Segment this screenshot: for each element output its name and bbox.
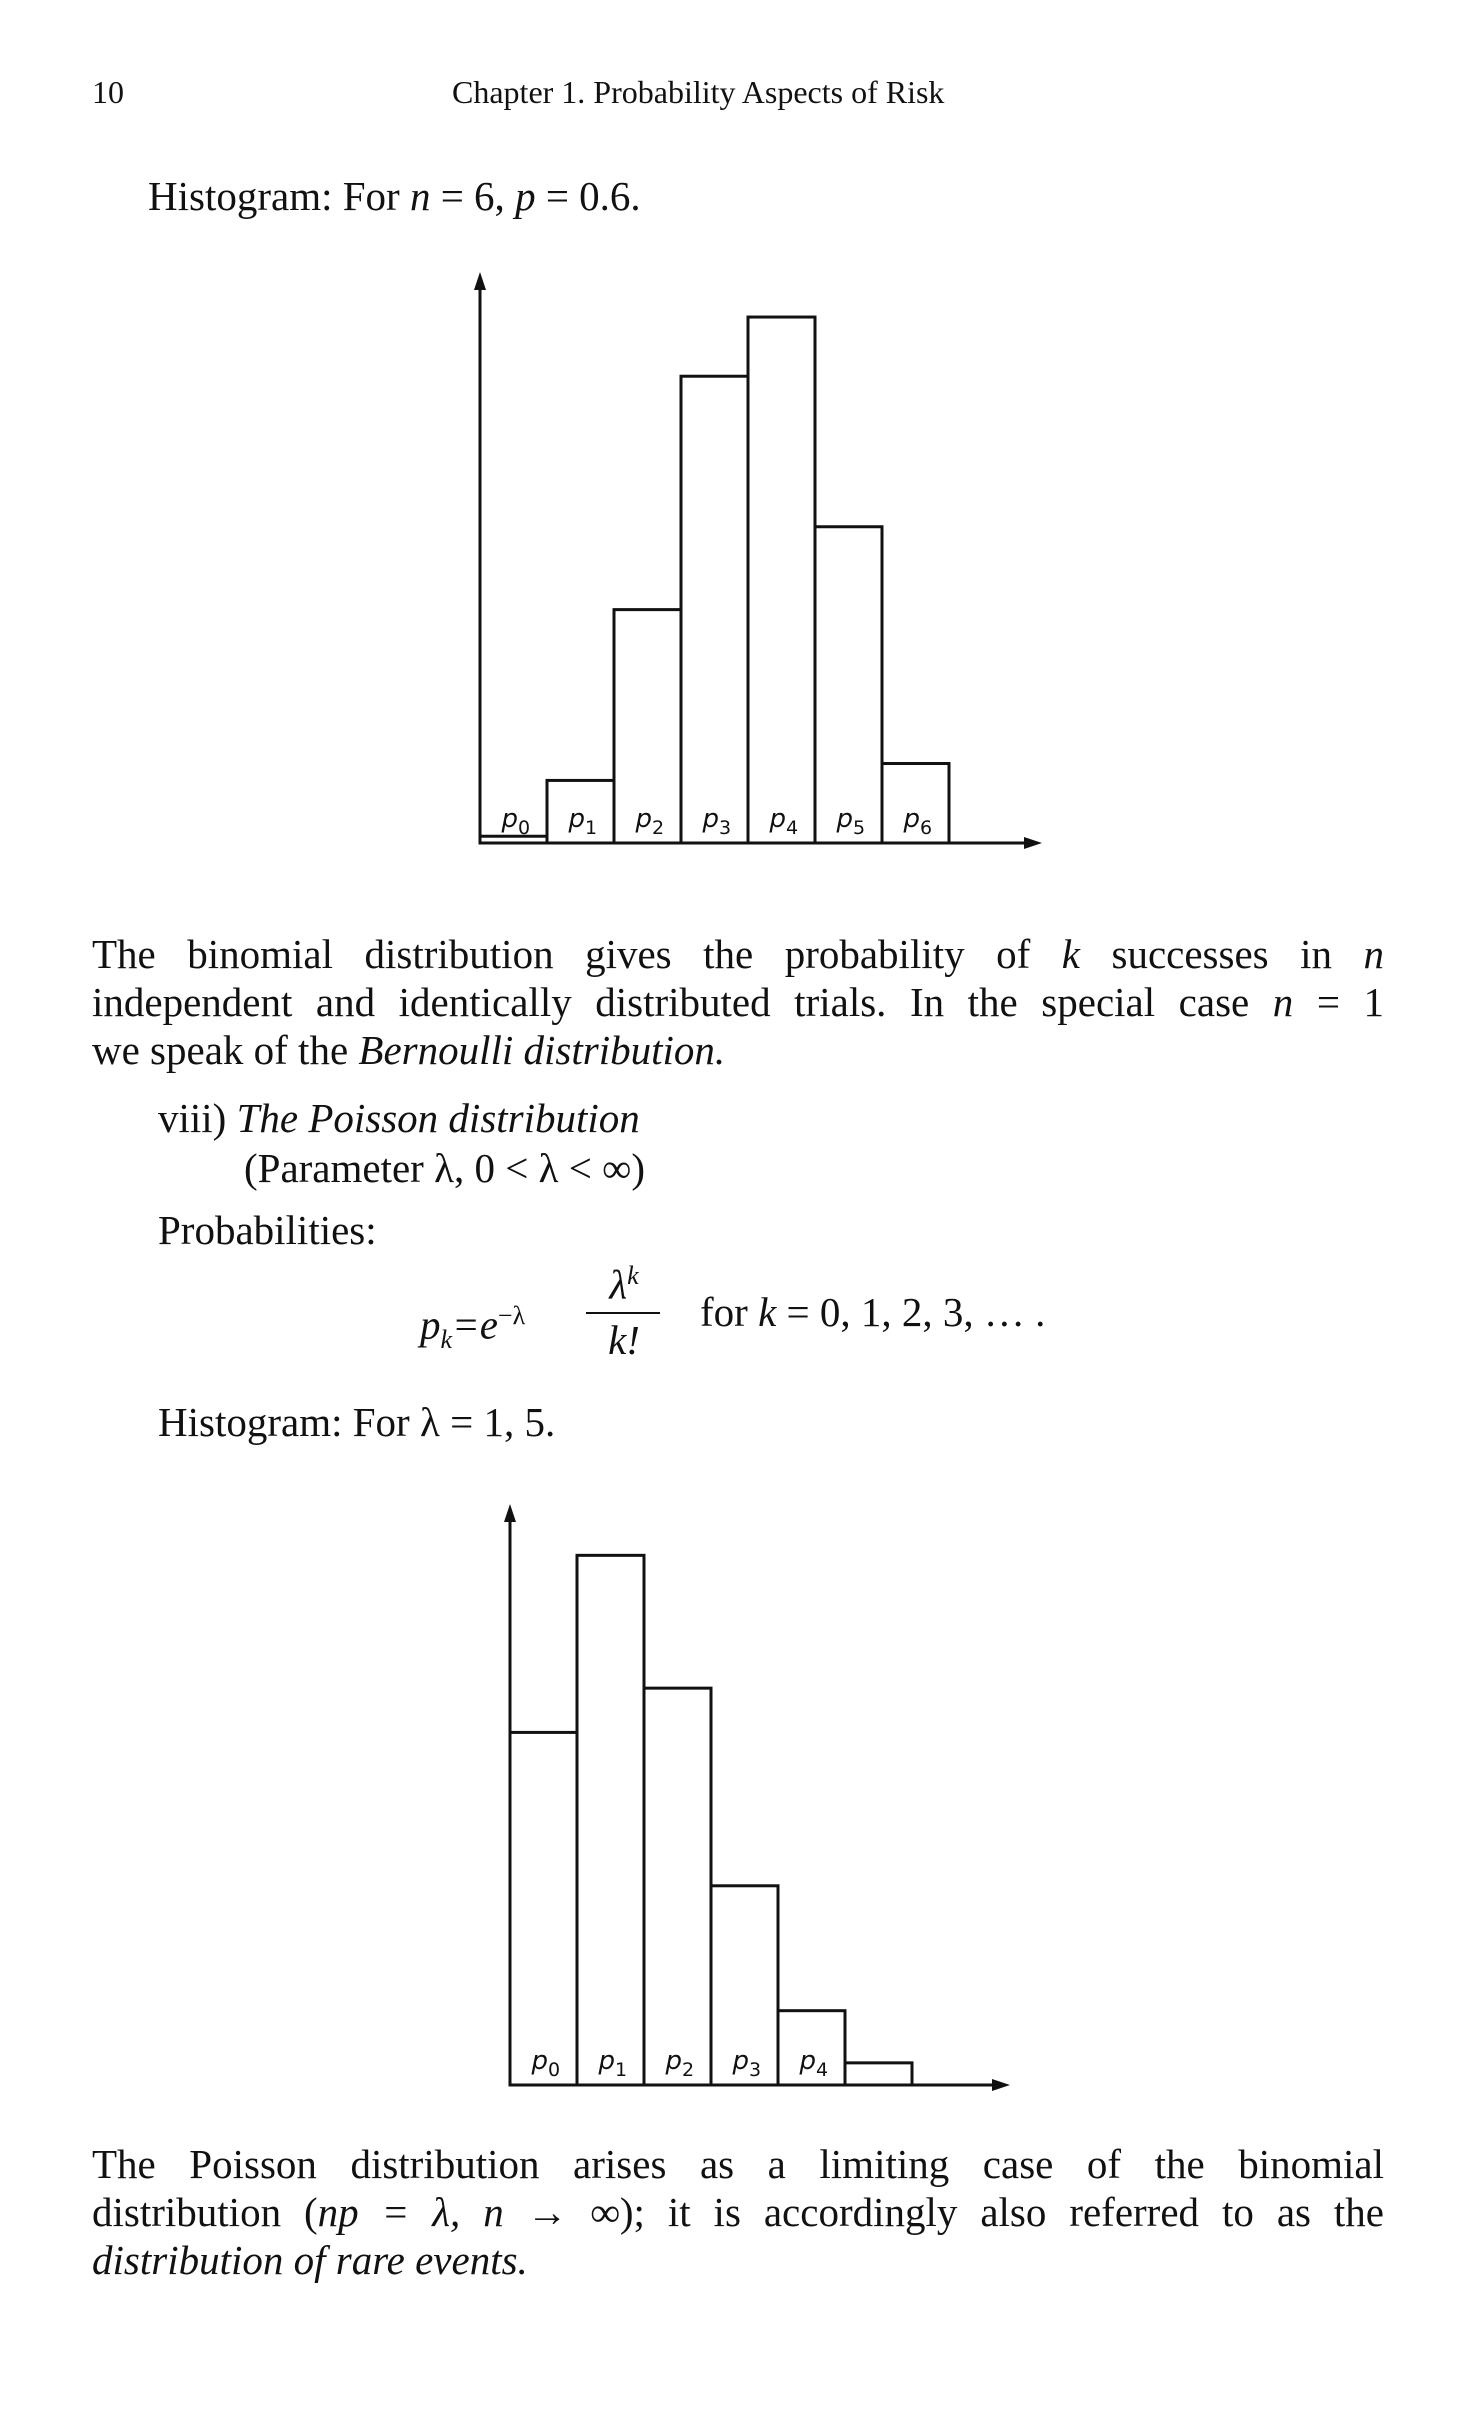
bar-label-p3: $p_3$ [702,804,732,839]
histogram-bar-p4 [748,317,815,843]
poisson-item-heading: viii) The Poisson distribution [158,1095,640,1141]
x-axis-arrow [1024,837,1042,849]
bar-label-p6: $p_6$ [903,804,933,839]
poisson-histogram [470,1500,1030,2104]
formula-denominator: k! [608,1317,640,1363]
bar-label-p2: $p_2$ [665,2046,695,2081]
poisson-histogram-caption: Histogram: For λ = 1, 5. [158,1399,556,1445]
formula-condition: for k = 0, 1, 2, 3, … . [700,1289,1046,1335]
bar-label-p4: $p_4$ [769,804,799,839]
bar-label-p4: $p_4$ [799,2046,829,2081]
bar-label-p3: $p_3$ [732,2046,762,2081]
formula-numerator: $\lambda^k$ [609,1261,639,1308]
bar-label-p0: $p_0$ [531,2046,561,2081]
running-head: Chapter 1. Probability Aspects of Risk [452,74,945,110]
poisson-formula: $p_k=e^{-\lambda}$ $\lambda^k$ k! for k = 0, 1, 2, 3, … . [420,1252,1120,1372]
y-axis-arrow [474,272,486,290]
poisson-parameters: (Parameter λ, 0 < λ < ∞) [244,1145,645,1191]
histogram-bar-p3 [681,376,748,843]
fraction-bar [586,1312,660,1314]
binomial-histogram-caption: Histogram: For n = 6, p = 0.6. [148,173,641,219]
poisson-paragraph: The Poisson distribution arises as a limiting case of the binomial distribution (np = λ, n → ∞); it is accordingly also referred to as the distribution of rare events. [92,2141,1385,2283]
x-axis-arrow [992,2079,1010,2091]
histogram-bar-p5 [845,2063,912,2085]
bar-label-p1: $p_1$ [598,2046,628,2081]
bar-label-p0: $p_0$ [501,804,531,839]
histogram-bar-p2 [644,1688,711,2085]
histogram-bar-p5 [815,527,882,843]
histogram-bar-p1 [577,1555,644,2085]
histogram-bar-p0 [480,836,547,843]
page-number: 10 [92,74,124,110]
bar-label-p5: $p_5$ [836,804,866,839]
histogram-bar-p0 [510,1732,577,2085]
probabilities-heading: Probabilities: [158,1207,377,1253]
y-axis-arrow [504,1504,516,1522]
binomial-paragraph: The binomial distribution gives the probability of k successes in n independent and identically distributed trials. In the special case n = 1 we speak of the Bernoulli distribution. [92,931,1384,1073]
bar-label-p2: $p_2$ [635,804,665,839]
binomial-histogram [440,268,1060,864]
bar-label-p1: $p_1$ [568,804,598,839]
